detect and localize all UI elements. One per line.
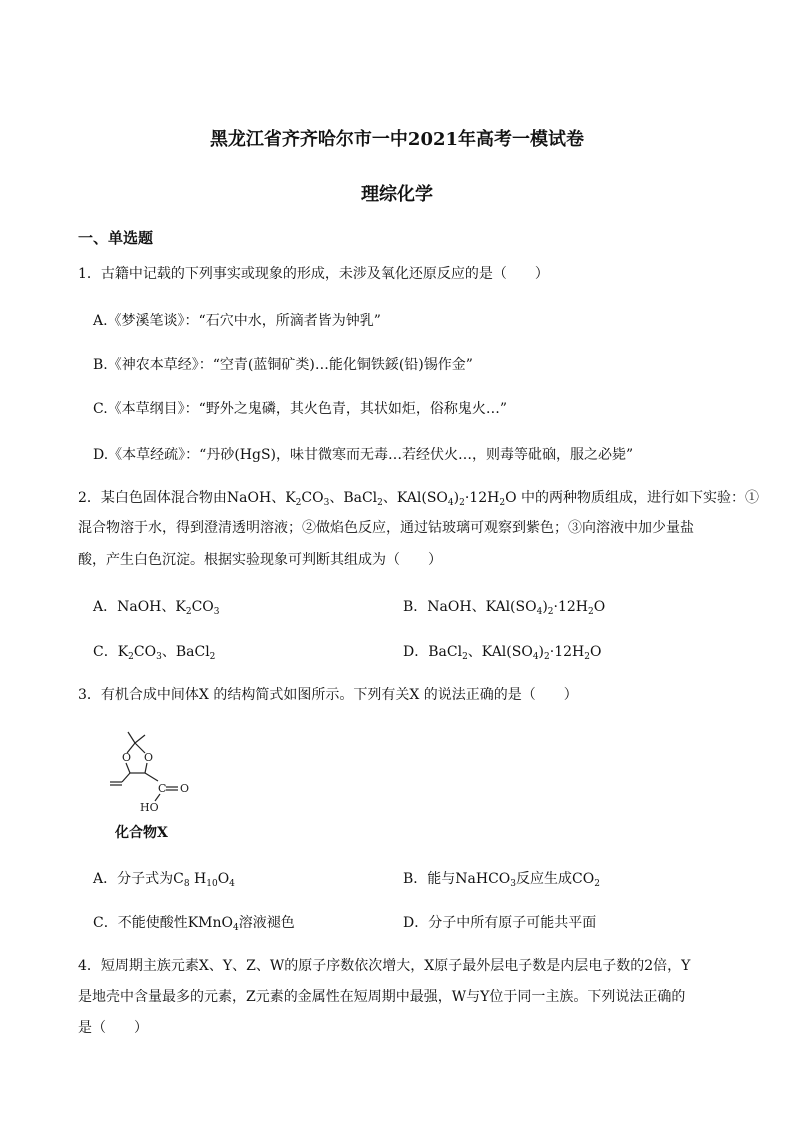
- carboxyl-carbon: C: [158, 782, 167, 795]
- q2-stem-line3: 酸，产生白色沉淀。根据实验现象可判断其组成为（ ）: [78, 552, 442, 568]
- exam-subtitle: 理综化学: [361, 184, 433, 205]
- q2-option-c: C．$K_2CO_3$、BaCl$_2$: [93, 644, 216, 662]
- q4-stem-line3: 是（ ）: [78, 1020, 148, 1036]
- ring-oxygen-right: O: [144, 751, 154, 764]
- q4-stem-line1: 4．短周期主族元素X、Y、Z、W的原子序数依次增大，X原子最外层电子数是内层电子数的2倍，Y: [78, 958, 691, 974]
- q4-stem-line2: 是地壳中含量最多的元素，Z元素的金属性在短周期中最强，W与Y位于同一主族。下列说法正确的: [78, 989, 686, 1005]
- q3-option-a: A．分子式为$C_8$ $H_{10}O_4$: [93, 871, 235, 889]
- compound-x-diagram: [100, 726, 210, 816]
- q2-option-d: D．BaCl$_2$、$KAl(SO_4)_2\cdot 12H_2O$: [403, 644, 602, 662]
- q2-option-a: A．NaOH、$K_2CO_3$: [93, 599, 220, 617]
- compound-x-caption: 化合物X: [115, 825, 168, 841]
- exam-title: 黑龙江省齐齐哈尔市一中2021年高考一模试卷: [209, 129, 585, 150]
- q1-option-c: C.《本草纲目》：“野外之鬼磷，其火色青，其状如炬，俗称鬼火…”: [93, 401, 507, 417]
- q1-option-b: B.《神农本草经》：“空青(蓝铜矿类)…能化铜铁鋖(铅)锡作金”: [93, 357, 473, 373]
- q3-option-c: C．不能使酸性KMnO$_4$溶液褪色: [93, 915, 295, 933]
- section-title: 一、单选题: [78, 229, 154, 247]
- q3-option-d: D．分子中所有原子可能共平面: [403, 915, 597, 931]
- q1-option-a: A.《梦溪笔谈》：“石穴中水，所滴者皆为钟乳”: [93, 313, 381, 329]
- q3-option-b: B．能与NaHCO$_3$反应生成$CO_2$: [403, 871, 600, 889]
- q2-stem-line2: 混合物溶于水，得到澄清透明溶液；②做焰色反应，通过钴玻璃可观察到紫色；③向溶液中加少量盐: [78, 520, 694, 536]
- q1-stem: 1．古籍中记载的下列事实或现象的形成，未涉及氧化还原反应的是（ ）: [78, 266, 549, 282]
- q2-stem-line1: 2．某白色固体混合物由NaOH、$K_2CO_3$、BaCl$_2$、$KAl(SO_4)_2\cdot 12H_2O$ 中的两种物质组成，进行如下实验：①: [78, 490, 759, 508]
- carbonyl-oxygen: O: [180, 782, 190, 795]
- q2-option-b: B．NaOH、$KAl(SO_4)_2\cdot 12H_2O$: [403, 599, 606, 617]
- q3-stem: 3．有机合成中间体X 的结构简式如图所示。下列有关X 的说法正确的是（ ）: [78, 687, 578, 703]
- ring-oxygen-left: O: [122, 751, 132, 764]
- hydroxyl-label: HO: [140, 801, 159, 814]
- q1-option-d: D.《本草经疏》：“丹砂(HgS)，味甘微寒而无毒…若经伏火…，则毒等砒硇，服之必毙”: [93, 447, 634, 463]
- compound-x-structure: [100, 726, 210, 820]
